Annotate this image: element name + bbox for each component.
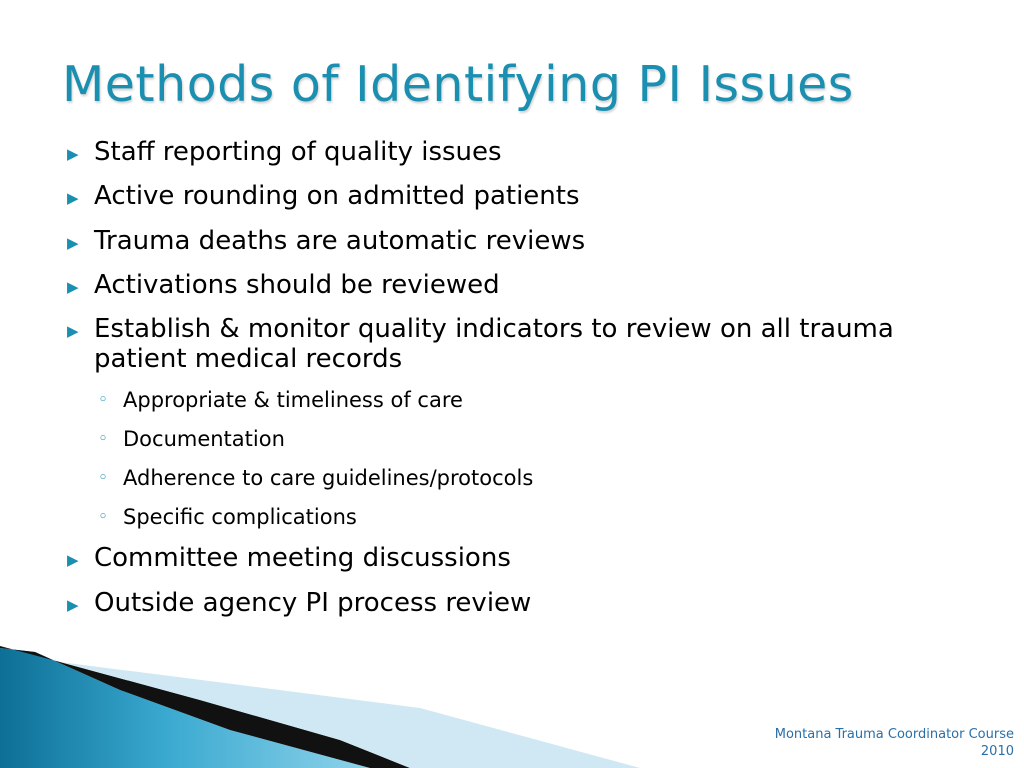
triangle-right-icon: ▶ bbox=[67, 278, 79, 296]
triangle-right-icon: ▶ bbox=[67, 322, 79, 340]
list-item bbox=[67, 270, 500, 300]
triangle-right-icon: ▶ bbox=[67, 234, 79, 252]
slide-footer bbox=[775, 726, 1014, 760]
list-item-text: Staff reporting of quality issues bbox=[94, 137, 502, 167]
list-item-text: Active rounding on admitted patients bbox=[94, 181, 580, 211]
list-item-text: Establish & monitor quality indicators to review on all trauma patient medical records bbox=[94, 314, 894, 374]
list-item bbox=[67, 588, 532, 618]
list-item bbox=[67, 543, 511, 573]
sub-list-item-text: Specific complications bbox=[123, 505, 357, 529]
sub-list-item-text: Adherence to care guidelines/protocols bbox=[123, 466, 534, 490]
sub-list-item bbox=[98, 504, 357, 530]
triangle-right-icon: ▶ bbox=[67, 145, 79, 163]
hollow-circle-icon: ◦ bbox=[98, 468, 109, 488]
sub-list-item-text: Documentation bbox=[123, 427, 285, 451]
slide-title: Methods of Identifying PI Issues bbox=[62, 56, 854, 113]
sub-list-item bbox=[98, 387, 463, 413]
sub-list-item bbox=[98, 465, 534, 491]
list-item-text: Activations should be reviewed bbox=[94, 270, 500, 300]
list-item-text: Committee meeting discussions bbox=[94, 543, 511, 573]
sub-list-item bbox=[98, 426, 285, 452]
footer-course-name: Montana Trauma Coordinator Course bbox=[774, 727, 1014, 742]
footer-year: 2010 bbox=[980, 744, 1014, 759]
hollow-circle-icon: ◦ bbox=[98, 390, 109, 410]
list-item bbox=[67, 226, 586, 256]
list-item-text: Trauma deaths are automatic reviews bbox=[94, 226, 586, 256]
list-item bbox=[67, 314, 944, 374]
sub-list-item-text: Appropriate & timeliness of care bbox=[123, 388, 463, 412]
hollow-circle-icon: ◦ bbox=[98, 429, 109, 449]
hollow-circle-icon: ◦ bbox=[98, 507, 109, 527]
list-item-text: Outside agency PI process review bbox=[94, 588, 532, 618]
triangle-right-icon: ▶ bbox=[67, 189, 79, 207]
list-item bbox=[67, 137, 502, 167]
list-item bbox=[67, 181, 580, 211]
triangle-right-icon: ▶ bbox=[67, 551, 79, 569]
triangle-right-icon: ▶ bbox=[67, 596, 79, 614]
